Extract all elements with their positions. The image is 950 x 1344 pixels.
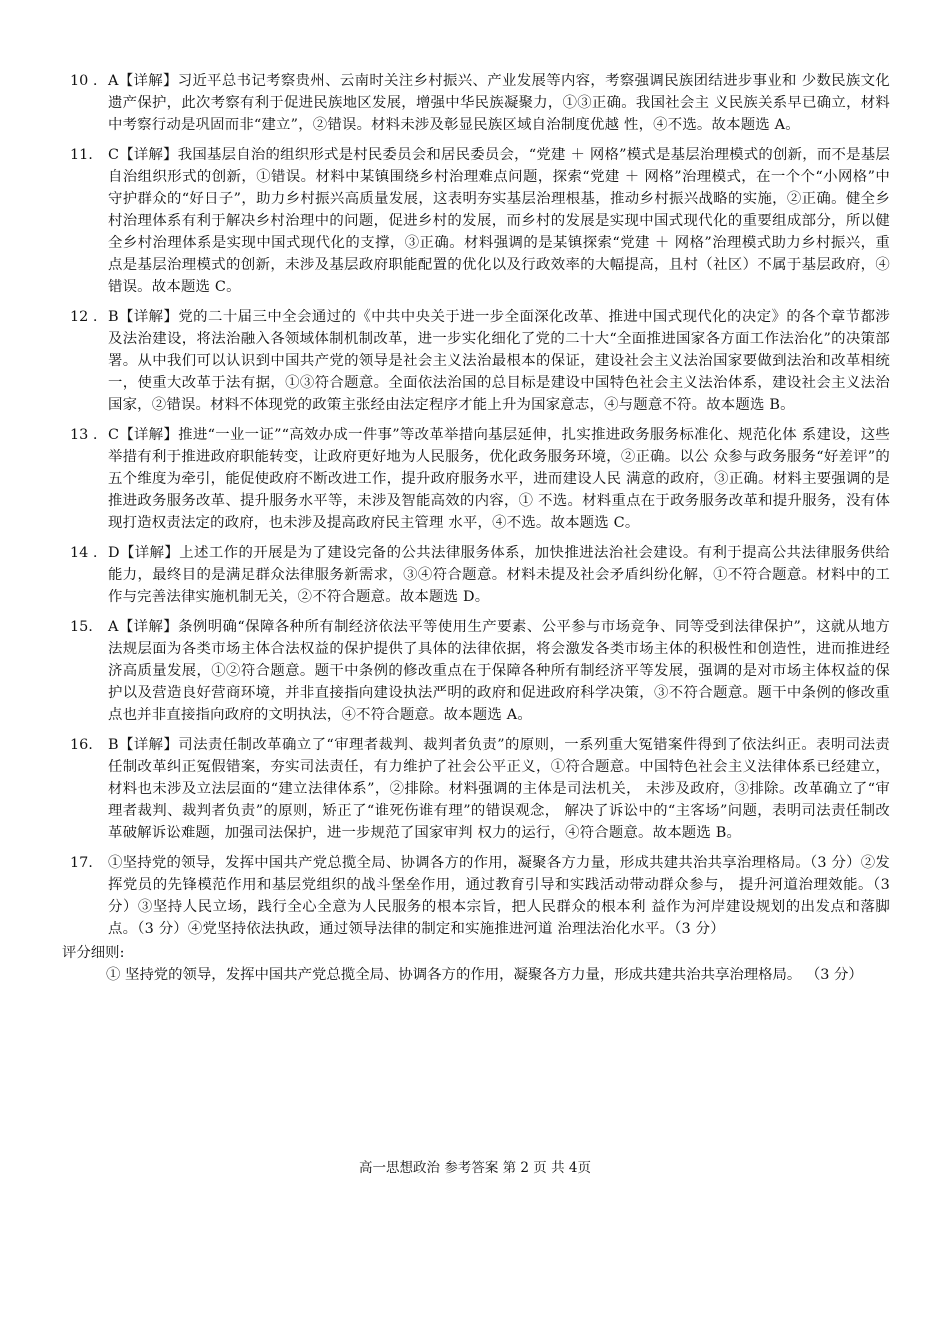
- item-explanation: D【详解】上述工作的开展是为了建设完备的公共法律服务体系，加快推进法治社会建设。有利于提高公共法律服务供给能力，最终目的是满足群众法律服务新需求，③④符合题意。材料未提及社会矛盾纠纷化解，①不符合题意。材料中的工作与完善法律实施机制无关，②不符合题意。故本题选 D。: [108, 545, 890, 605]
- answer-item-17: [70, 852, 890, 940]
- answer-item-16: [70, 734, 890, 844]
- item-explanation: B【详解】党的二十届三中全会通过的《中共中央关于进一步全面深化改革、推进中国式现代化的决定》的各个章节都涉及法治建设，将法治融入各领域体制机制改革，进一步实化细化了党的二十大“全面推进国家各方面工作法治化”的决策部署。从中我们可以认识到中国共产党的领导是社会主义法治最根本的保证，建设社会主义法治国家要做到法治和改革相统一，使重大改革于法有据，①③符合题意。全面依法治国的总目标是建设中国特色社会主义法治体系，建设社会主义法治国家，②错误。材料不体现党的政策主张经由法定程序才能上升为国家意志，④与题意不符。故本题选 B。: [108, 309, 890, 413]
- answer-item-10: [70, 70, 890, 136]
- item-explanation: B【详解】司法责任制改革确立了“审理者裁判、裁判者负责”的原则，一系列重大冤错案件得到了依法纠正。表明司法责任制改革纠正冤假错案，夯实司法责任，有力维护了社会公平正义，①符合题意。中国特色社会主义法律体系已经建立，材料也未涉及立法层面的“建立法律体系”，②排除。材料强调的主体是司法机关， 未涉及政府，③排除。改革确立了“审理者裁判、裁判者负责”的原则，矫正了“谁死伤谁有理”的错误观念， 解决了诉讼中的“主客场”问题，表明司法责任制改革破解诉讼难题，加强司法保护，进一步规范了国家审判 权力的运行，④符合题意。故本题选 B。: [108, 737, 890, 841]
- scoring-rule-item: ① 坚持党的领导，发挥中国共产党总揽全局、协调各方的作用，凝聚各方力量，形成共建共治共享治理格局。 （3 分）: [106, 967, 863, 983]
- item-number: 15.: [70, 619, 93, 635]
- answer-list: [62, 70, 890, 986]
- item-number: 12 .: [70, 309, 98, 325]
- answer-item-12: [70, 306, 890, 416]
- answer-item-15: [70, 616, 890, 726]
- item-number: 17.: [70, 855, 93, 871]
- answer-item-14: [70, 542, 890, 608]
- answer-item-13: [70, 424, 890, 534]
- item-explanation: ①坚持党的领导，发挥中国共产党总揽全局、协调各方的作用，凝聚各方力量，形成共建共治共享治理格局。（3 分）②发挥党员的先锋模范作用和基层党组织的战斗堡垒作用，通过教育引导和实践活动带动群众参与， 提升河道治理效能。（3 分）③坚持人民立场，践行全心全意为人民服务的根本宗旨，把人民群众的根本利 益作为河岸建设规划的出发点和落脚点。（3 分）④党坚持依法执政，通过领导法律的制定和实施推进河道 治理法治化水平。（3 分）: [108, 855, 890, 937]
- page-footer: 高一思想政治 参考答案 第 2 页 共 4页: [359, 1160, 591, 1176]
- scoring-rules-label: 评分细则:: [62, 945, 125, 961]
- item-number: 16.: [70, 737, 93, 753]
- item-number: 13 .: [70, 427, 98, 443]
- item-explanation: A【详解】条例明确“保障各种所有制经济依法平等使用生产要素、公平参与市场竞争、同等受到法律保护”，这就从地方法规层面为各类市场主体合法权益的保护提供了具体的法律依据，将会激发各类市场主体的积极性和创造性，进而推进经济高质量发展，①②符合题意。题干中条例的修改重点在于保障各种所有制经济平等发展，强调的是对市场主体权益的保护以及营造良好营商环境，并非直接指向建设执法严明的政府和促进政府科学决策，③不符合题意。题干中条例的修改重点也并非直接指向政府的文明执法，④不符合题意。故本题选 A。: [108, 619, 890, 723]
- item-explanation: C【详解】推进“一业一证”“高效办成一件事”等改革举措向基层延伸，扎实推进政务服务标准化、规范化体 系建设，这些举措有利于推进政府职能转变，让政府更好地为人民服务，优化政务服务环境，②正确。以公 众参与政务服务“好差评”的五个维度为牵引，能促使政府不断改进工作，提升政府服务水平，进而建设人民 满意的政府，③正确。材料主要强调的是推进政务服务改革、提升服务水平等，未涉及智能高效的内容，① 不选。材料重点在于政务服务改革和提升服务，没有体现打造权责法定的政府，也未涉及提高政府民主管理 水平，④不选。故本题选 C。: [108, 427, 890, 531]
- item-number: 14 .: [70, 545, 98, 561]
- item-number: 10 .: [70, 73, 98, 89]
- item-explanation: C【详解】我国基层自治的组织形式是村民委员会和居民委员会，“党建 ＋ 网格”模式是基层治理模式的创新，而不是基层自治组织形式的创新，①错误。材料中某镇围绕乡村治理难点问题，探索“党建 ＋ 网格”治理模式，在一个个“小网格”中守护群众的“好日子”，助力乡村振兴高质量发展，这表明夯实基层治理根基，推动乡村振兴战略的实施，②正确。健全乡村治理体系有利于解决乡村治理中的问题，促进乡村的发展，而乡村的发展是实现中国式现代化的重要组成部分，所以健全乡村治理体系是实现中国式现代化的支撑，③正确。材料强调的是某镇探索“党建 ＋ 网格”治理模式助力乡村振兴，重点是基层治理模式的创新，未涉及基层政府职能配置的优化以及行政效率的大幅提高，且村（社区）不属于基层政府，④错误。故本题选 C。: [108, 147, 890, 295]
- item-number: 11.: [70, 147, 93, 163]
- item-explanation: A【详解】习近平总书记考察贵州、云南时关注乡村振兴、产业发展等内容，考察强调民族团结进步事业和 少数民族文化遗产保护，此次考察有利于促进民族地区发展，增强中华民族凝聚力，①③正确。我国社会主 义民族关系早已确立，材料中考察行动是巩固而非“建立”，②错误。材料未涉及彰显民族区域自治制度优越 性，④不选。故本题选 A。: [108, 73, 890, 133]
- answer-item-11: [70, 144, 890, 298]
